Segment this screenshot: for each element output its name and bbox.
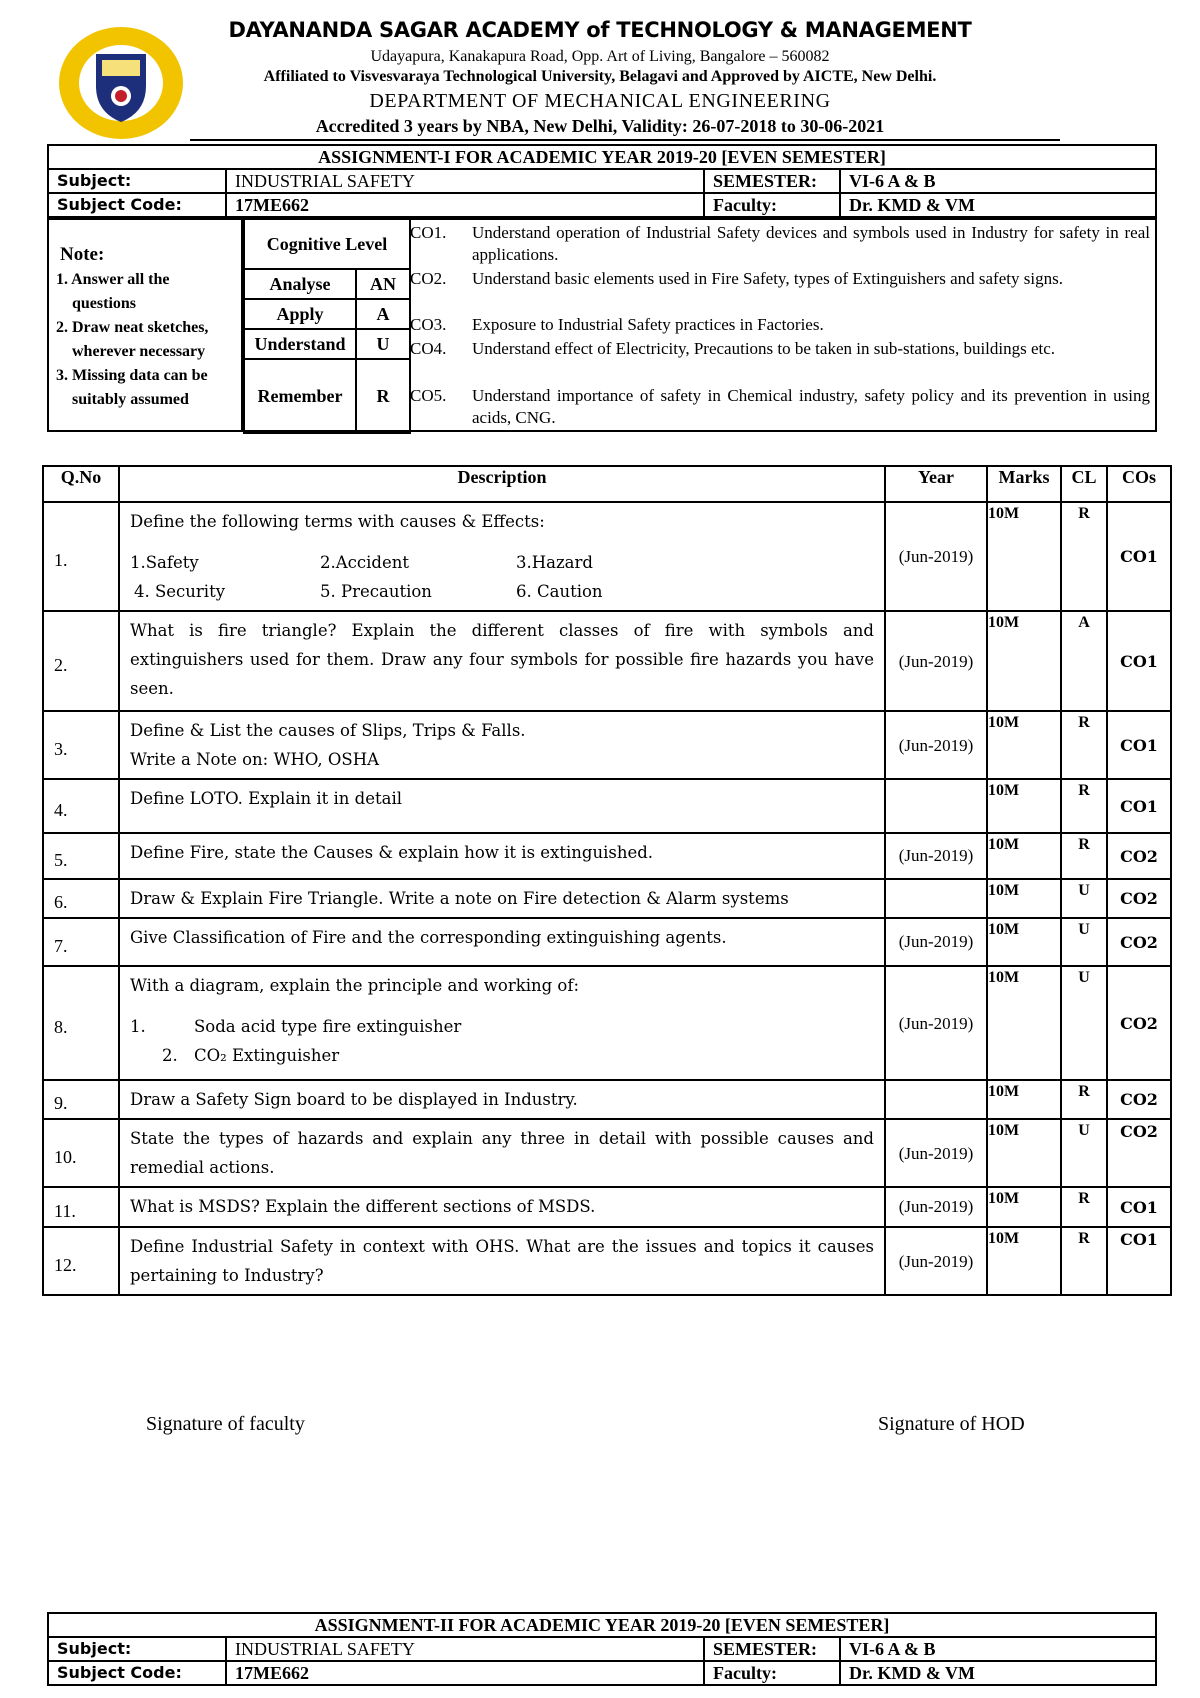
question-text: Define Fire, state the Causes & explain how it is extinguished.: [119, 833, 885, 879]
year-header: Year: [885, 466, 987, 502]
question-number: 8.: [43, 966, 119, 1080]
question-cl: R: [1061, 833, 1107, 879]
cognitive-level-code: U: [356, 329, 410, 359]
question-year: (Jun-2019): [885, 966, 987, 1080]
co-text: Understand importance of safety in Chemical industry, safety policy and its prevention in using acids, CNG.: [472, 386, 1150, 427]
question-co: CO2: [1107, 833, 1171, 879]
assignment2-title: ASSIGNMENT-II FOR ACADEMIC YEAR 2019-20 [EVEN SEMESTER]: [48, 1613, 1156, 1637]
question-year: (Jun-2019): [885, 1119, 987, 1187]
question-table: [42, 465, 1172, 1296]
table-row: [43, 1080, 1171, 1119]
cognitive-level-code: AN: [356, 269, 410, 299]
question-co: CO2: [1107, 1119, 1171, 1187]
accreditation: Accredited 3 years by NBA, New Delhi, Validity: 26-07-2018 to 30-06-2021: [315, 116, 885, 136]
course-outcome: [0, 268, 1200, 314]
cognitive-header: Cognitive Level: [244, 219, 410, 269]
co-text: Understand basic elements used in Fire Safety, types of Extinguishers and safety signs.: [472, 269, 1063, 288]
course-outcome: [0, 222, 1200, 268]
subject-code-value: 17ME662: [226, 193, 704, 217]
faculty-value: Dr. KMD & VM: [840, 1661, 1156, 1685]
question-text: What is MSDS? Explain the different sections of MSDS.: [119, 1187, 885, 1227]
question-year-empty: [885, 879, 987, 918]
divider: [190, 139, 1060, 141]
question-marks: 10M: [987, 1227, 1061, 1295]
question-description: [119, 966, 885, 1080]
question-cl: U: [1061, 1119, 1107, 1187]
question-year: (Jun-2019): [885, 918, 987, 966]
course-outcome: [0, 314, 1200, 336]
question-marks: 10M: [987, 611, 1061, 711]
question-marks: 10M: [987, 502, 1061, 611]
question-number: 10.: [43, 1119, 119, 1187]
question-year: (Jun-2019): [885, 1187, 987, 1227]
description-header: Description: [119, 466, 885, 502]
subject-code-label: Subject Code:: [48, 193, 226, 217]
semester-label: SEMESTER:: [704, 169, 840, 193]
term: 5. Precaution: [320, 582, 432, 601]
subject-code-label: Subject Code:: [48, 1661, 226, 1685]
question-co: CO2: [1107, 966, 1171, 1080]
term: 1.Safety: [130, 553, 199, 572]
faculty-label: Faculty:: [704, 193, 840, 217]
table-row: [43, 1227, 1171, 1295]
question-cl: A: [1061, 611, 1107, 711]
table-row: [43, 611, 1171, 711]
subject-value: INDUSTRIAL SAFETY: [226, 169, 704, 193]
college-name: DAYANANDA SAGAR ACADEMY of TECHNOLOGY & MANAGEMENT: [228, 18, 972, 42]
co-id: CO5.: [410, 386, 447, 405]
question-number: 11.: [43, 1187, 119, 1227]
question-marks: 10M: [987, 779, 1061, 833]
question-co: CO2: [1107, 918, 1171, 966]
table-row: [43, 1119, 1171, 1187]
question-year: (Jun-2019): [885, 1227, 987, 1295]
question-cl: R: [1061, 779, 1107, 833]
question-year: (Jun-2019): [885, 711, 987, 779]
question-marks: 10M: [987, 1119, 1061, 1187]
question-number: 7.: [43, 918, 119, 966]
term-list: [130, 548, 874, 577]
question-year-empty: [885, 779, 987, 833]
question-text: Define Industrial Safety in context with OHS. What are the issues and topics it causes pertaining to Industry?: [119, 1227, 885, 1295]
question-text: Draw a Safety Sign board to be displayed in Industry.: [119, 1080, 885, 1119]
affiliation: Affiliated to Visvesvaraya Technological University, Belagavi and Approved by AICTE, New Delhi.: [263, 68, 937, 85]
question-number: 3.: [43, 711, 119, 779]
question-text: State the types of hazards and explain any three in detail with possible causes and remedial actions.: [119, 1119, 885, 1187]
cognitive-level-code: R: [356, 359, 410, 433]
table-row: [43, 966, 1171, 1080]
question-year: (Jun-2019): [885, 611, 987, 711]
faculty-signature: Signature of faculty: [146, 1413, 305, 1435]
cognitive-level-name: Remember: [244, 359, 356, 433]
co-id: CO3.: [410, 315, 447, 334]
question-text: With a diagram, explain the principle and working of:: [130, 976, 580, 995]
question-marks: 10M: [987, 1187, 1061, 1227]
hod-signature: Signature of HOD: [878, 1413, 1025, 1435]
question-cl: R: [1061, 502, 1107, 611]
question-co: CO1: [1107, 1187, 1171, 1227]
question-number: 1.: [43, 502, 119, 611]
question-year: (Jun-2019): [885, 833, 987, 879]
question-marks: 10M: [987, 711, 1061, 779]
question-text: Give Classification of Fire and the corresponding extinguishing agents.: [119, 918, 885, 966]
term: 3.Hazard: [516, 553, 593, 572]
question-year: (Jun-2019): [885, 502, 987, 611]
question-marks: 10M: [987, 833, 1061, 879]
cognitive-level-name: Understand: [244, 329, 356, 359]
question-number: 6.: [43, 879, 119, 918]
question-number: 4.: [43, 779, 119, 833]
question-marks: 10M: [987, 879, 1061, 918]
question-co: CO1: [1107, 1227, 1171, 1295]
table-row: [43, 879, 1171, 918]
question-text: What is fire triangle? Explain the different classes of fire with symbols and extinguishers used for them. Draw any four symbols for possible fire hazards you have seen.: [119, 611, 885, 711]
question-marks: 10M: [987, 1080, 1061, 1119]
subject-value: INDUSTRIAL SAFETY: [226, 1637, 704, 1661]
question-co: CO1: [1107, 611, 1171, 711]
cognitive-level-name: Apply: [244, 299, 356, 329]
assignment2-info-table: [47, 1612, 1157, 1686]
sub-item: [130, 1041, 874, 1070]
semester-value: VI-6 A & B: [840, 1637, 1156, 1661]
subject-label: Subject:: [48, 169, 226, 193]
table-row: [43, 779, 1171, 833]
question-number: 2.: [43, 611, 119, 711]
note-item: 2. Draw neat sketches,: [56, 319, 209, 336]
table-row: [43, 833, 1171, 879]
subject-code-value: 17ME662: [226, 1661, 704, 1685]
department-name: DEPARTMENT OF MECHANICAL ENGINEERING: [369, 90, 831, 112]
term-list: [130, 577, 874, 606]
assignment1-title: ASSIGNMENT-I FOR ACADEMIC YEAR 2019-20 [EVEN SEMESTER]: [48, 145, 1156, 169]
question-cl: U: [1061, 918, 1107, 966]
co-text: Exposure to Industrial Safety practices in Factories.: [472, 315, 824, 334]
sub-item-number: 2.: [162, 1046, 178, 1065]
cognitive-level-code: A: [356, 299, 410, 329]
question-marks: 10M: [987, 966, 1061, 1080]
sub-item: [130, 1012, 874, 1041]
term: 2.Accident: [320, 553, 410, 572]
question-cl: U: [1061, 966, 1107, 1080]
sub-item-text: CO₂ Extinguisher: [194, 1046, 340, 1065]
question-marks: 10M: [987, 918, 1061, 966]
term: 6. Caution: [516, 582, 603, 601]
question-description: [119, 502, 885, 611]
subject-label: Subject:: [48, 1637, 226, 1661]
co-text: Understand operation of Industrial Safety devices and symbols used in Industry for safety in real applications.: [472, 223, 1150, 264]
question-text: Define the following terms with causes & Effects:: [130, 512, 545, 531]
cl-header: CL: [1061, 466, 1107, 502]
note-item: suitably assumed: [72, 391, 189, 408]
question-co: CO1: [1107, 502, 1171, 611]
term: 4. Security: [134, 582, 226, 601]
note-item: wherever necessary: [72, 343, 206, 360]
question-cl: R: [1061, 1080, 1107, 1119]
sub-item-number: 1.: [130, 1017, 146, 1036]
question-cl: R: [1061, 711, 1107, 779]
table-row: [43, 502, 1171, 611]
marks-header: Marks: [987, 466, 1061, 502]
question-text: Write a Note on: WHO, OSHA: [130, 750, 380, 769]
assignment1-info-table: [47, 144, 1157, 218]
question-co: CO2: [1107, 879, 1171, 918]
question-co: CO2: [1107, 1080, 1171, 1119]
college-address: Udayapura, Kanakapura Road, Opp. Art of Living, Bangalore – 560082: [370, 48, 830, 65]
cos-header: COs: [1107, 466, 1171, 502]
question-cl: R: [1061, 1227, 1107, 1295]
qno-header: Q.No: [43, 466, 119, 502]
note-item: 1. Answer all the: [56, 271, 170, 288]
semester-label: SEMESTER:: [704, 1637, 840, 1661]
co-id: CO4.: [410, 339, 447, 358]
table-row: [43, 918, 1171, 966]
question-text: Define LOTO. Explain it in detail: [119, 779, 885, 833]
question-number: 9.: [43, 1080, 119, 1119]
faculty-value: Dr. KMD & VM: [840, 193, 1156, 217]
question-co: CO1: [1107, 779, 1171, 833]
question-number: 5.: [43, 833, 119, 879]
question-cl: U: [1061, 879, 1107, 918]
cognitive-level-name: Analyse: [244, 269, 356, 299]
course-outcome: [0, 338, 1200, 384]
question-year-empty: [885, 1080, 987, 1119]
note-item: 3. Missing data can be: [56, 367, 208, 384]
question-text: Draw & Explain Fire Triangle. Write a note on Fire detection & Alarm systems: [119, 879, 885, 918]
course-outcome: [0, 385, 1200, 431]
table-row: [43, 1187, 1171, 1227]
question-cl: R: [1061, 1187, 1107, 1227]
note-title: Note:: [60, 244, 105, 265]
faculty-label: Faculty:: [704, 1661, 840, 1685]
semester-value: VI-6 A & B: [840, 169, 1156, 193]
question-number: 12.: [43, 1227, 119, 1295]
co-id: CO1.: [410, 223, 447, 242]
table-row: [43, 711, 1171, 779]
question-text: Define & List the causes of Slips, Trips & Falls.: [130, 721, 526, 740]
question-description: [119, 711, 885, 779]
sub-item-text: Soda acid type fire extinguisher: [194, 1017, 462, 1036]
question-co: CO1: [1107, 711, 1171, 779]
note-item: questions: [72, 295, 137, 312]
co-text: Understand effect of Electricity, Precautions to be taken in sub-stations, buildings etc.: [472, 339, 1056, 358]
co-id: CO2.: [410, 269, 447, 288]
